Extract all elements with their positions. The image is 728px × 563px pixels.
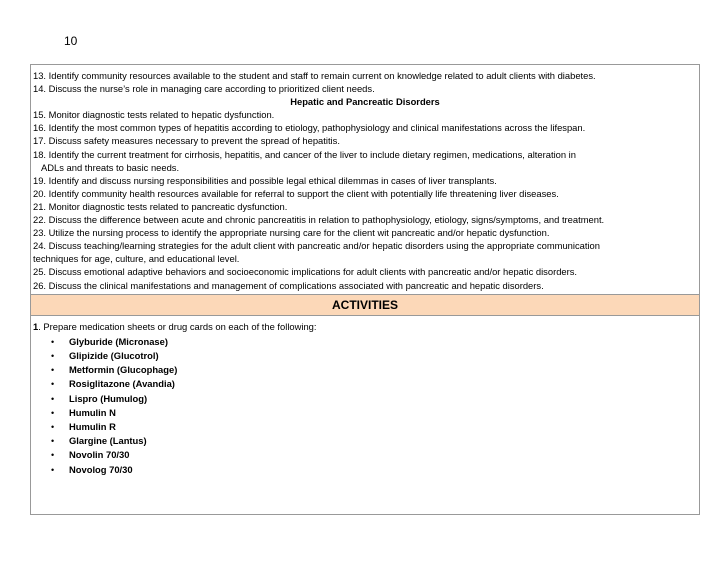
objectives-row [31, 65, 700, 295]
drug-list-item [51, 392, 697, 406]
drug-name: Metformin (Glucophage) [69, 364, 178, 376]
objective-line: 15. Monitor diagnostic tests related to hepatic dysfunction. [33, 109, 275, 121]
objective-line: 21. Monitor diagnostic tests related to pancreatic dysfunction. [33, 200, 288, 212]
activity-intro-text: . Prepare medication sheets or drug cards on each of the following: [38, 320, 317, 332]
objective-line: 19. Identify and discuss nursing responsibilities and possible legal ethical dilemmas in cases of liver transplants. [33, 174, 497, 186]
page-number: 10 [64, 34, 78, 48]
drug-list-item [51, 349, 697, 363]
activities-header-row [31, 294, 700, 315]
drug-name: Glargine (Lantus) [69, 435, 147, 447]
bullet-icon: • [51, 464, 55, 475]
bullet-icon: • [51, 450, 55, 461]
objective-line: 16. Identify the most common types of hepatitis according to etiology, pathophysiology and clinical manifestations across the lifespan. [33, 122, 586, 134]
drug-name: Rosiglitazone (Avandia) [69, 378, 175, 390]
drug-list-item [51, 448, 697, 462]
objective-line: 25. Discuss emotional adaptive behaviors and socioeconomic implications for adult clients with pancreatic and/or hepatic disorders. [33, 266, 578, 278]
activity-number: 1 [33, 320, 39, 332]
activity-item-1 [33, 320, 697, 333]
objective-line: 20. Identify community health resources available for referral to support the client with potentially life threatening liver diseases. [33, 187, 559, 199]
drug-name: Glyburide (Micronase) [69, 335, 168, 347]
objectives-cell [31, 65, 700, 295]
objective-line: 24. Discuss teaching/learning strategies for the adult client with pancreatic and/or hepatic disorders using the appropriate communication [33, 240, 600, 252]
drug-name: Novolog 70/30 [69, 463, 133, 475]
course-objectives-table [30, 64, 700, 515]
objective-line: 18. Identify the current treatment for cirrhosis, hepatitis, and cancer of the liver to include dietary regimen, medications, alteration in [33, 148, 576, 160]
drug-list [33, 335, 697, 477]
objective-line: 14. Discuss the nurse’s role in managing care according to prioritized client needs. [33, 83, 375, 95]
drug-list-item [51, 463, 697, 477]
bullet-icon: • [51, 379, 55, 390]
drug-name: Novolin 70/30 [69, 449, 130, 461]
bullet-icon: • [51, 436, 55, 447]
objective-line: 22. Discuss the difference between acute and chronic pancreatitis in relation to pathophysiology, etiology, signs/symptoms, and treatment. [33, 214, 605, 226]
drug-list-item [51, 377, 697, 391]
activities-cell [31, 315, 700, 514]
drug-name: Humulin R [69, 420, 116, 432]
objective-line: techniques for age, culture, and educational level. [33, 253, 240, 265]
bullet-icon: • [51, 393, 55, 404]
drug-name: Humulin N [69, 406, 116, 418]
objective-line: 17. Discuss safety measures necessary to prevent the spread of hepatitis. [33, 135, 340, 147]
section-heading: Hepatic and Pancreatic Disorders [290, 96, 440, 108]
drug-list-item [51, 335, 697, 349]
drug-list-item [51, 363, 697, 377]
drug-list-item [51, 406, 697, 420]
bullet-icon: • [51, 350, 55, 361]
bullet-icon: • [51, 336, 55, 347]
drug-list-item [51, 434, 697, 448]
activities-header: ACTIVITIES [31, 294, 700, 315]
drug-list-item [51, 420, 697, 434]
drug-name: Lispro (Humulog) [69, 392, 148, 404]
bullet-icon: • [51, 421, 55, 432]
bullet-icon: • [51, 365, 55, 376]
objective-line: 23. Utilize the nursing process to identify the appropriate nursing care for the client wit pancreatic and/or hepatic dysfunction. [33, 227, 550, 239]
objective-line: 13. Identify community resources available to the student and staff to remain current on knowledge related to adult clients with diabetes. [33, 70, 596, 81]
activities-row [31, 315, 700, 514]
drug-name: Glipizide (Glucotrol) [69, 349, 159, 361]
objective-line: 26. Discuss the clinical manifestations and management of complications associated with pancreatic and hepatic disorders. [33, 279, 544, 291]
bullet-icon: • [51, 407, 55, 418]
objective-line: ADLs and threats to basic needs. [41, 161, 180, 173]
